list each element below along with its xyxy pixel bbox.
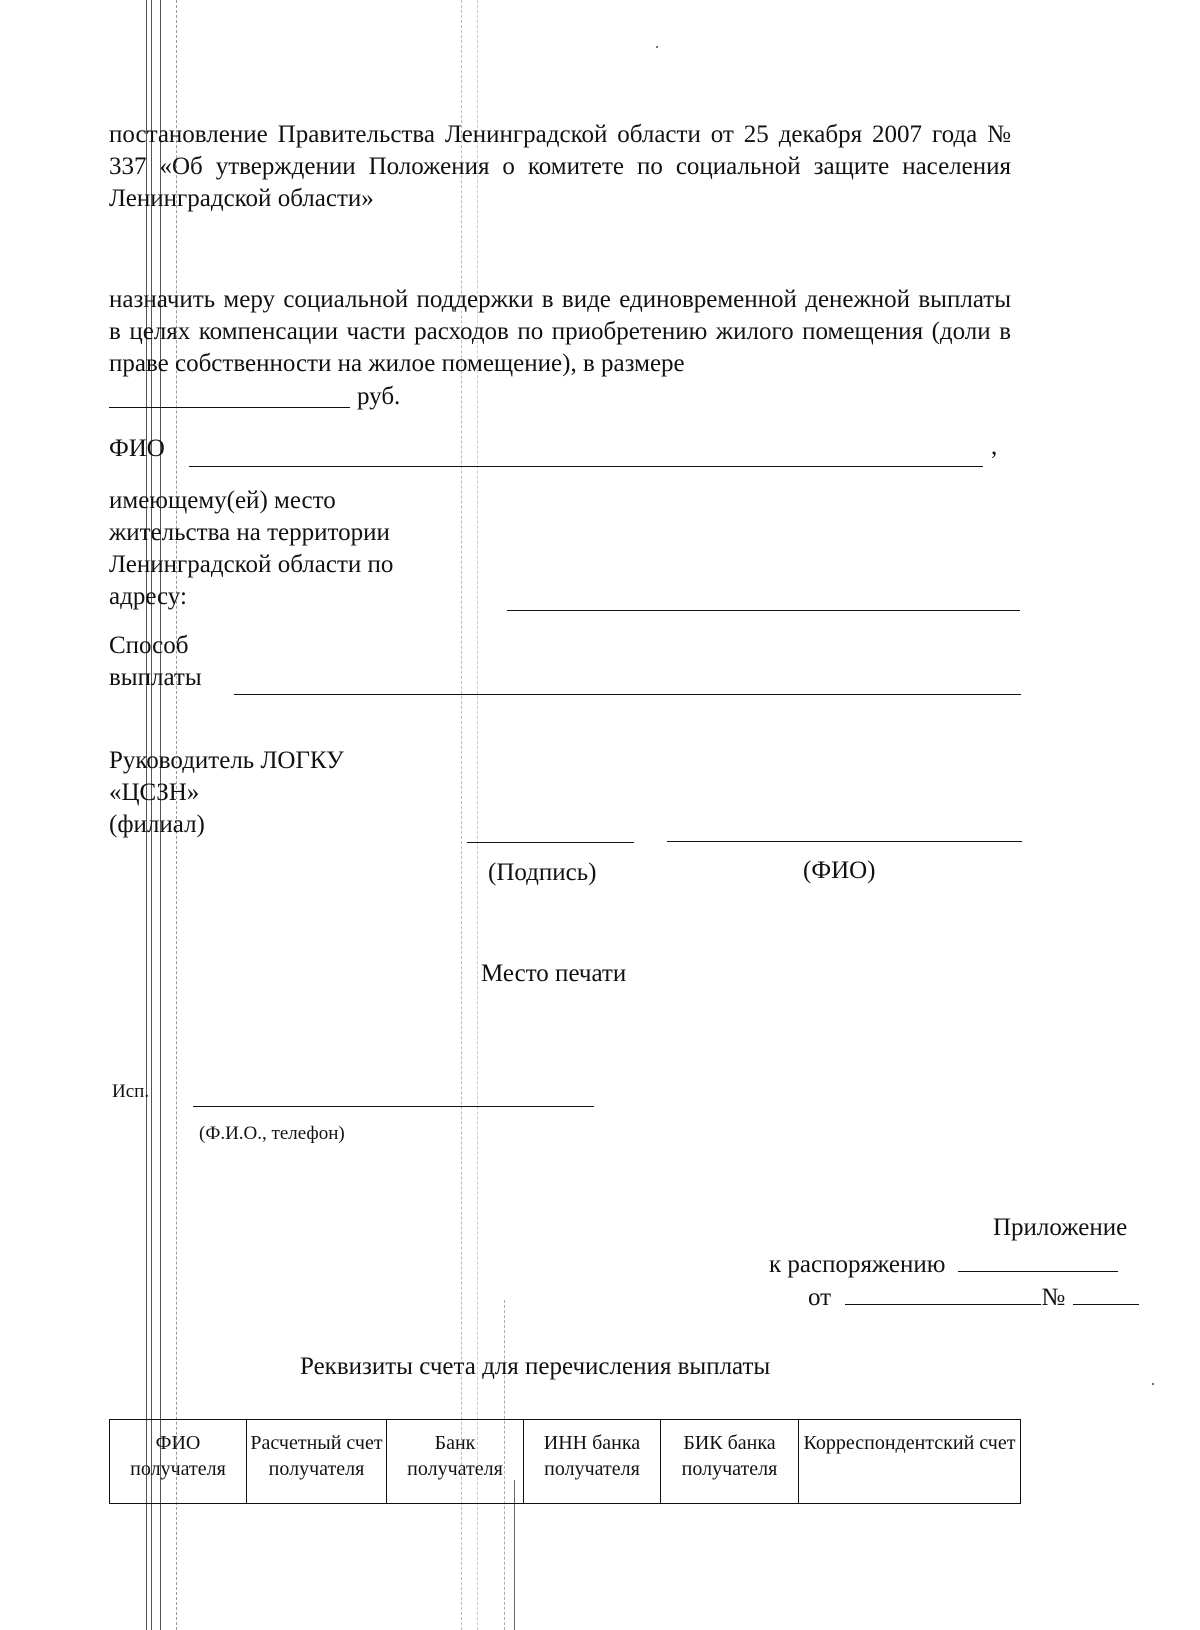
- executor-caption: (Ф.И.О., телефон): [199, 1123, 345, 1144]
- amount-blank-line[interactable]: [109, 407, 350, 408]
- column-header-bank-bik: БИК банка получателя: [661, 1420, 799, 1504]
- signature-blank-line[interactable]: [467, 842, 634, 843]
- address-label-line: адресу:: [109, 583, 187, 610]
- address-label-line: Ленинградской области по: [109, 551, 394, 578]
- head-title-line: (филиал): [109, 811, 205, 838]
- address-label-line: жительства на территории: [109, 519, 390, 546]
- table-header-row: [110, 1420, 1021, 1504]
- number-sign: №: [1041, 1284, 1066, 1311]
- fio-comma: ,: [991, 433, 998, 460]
- appendix-order-label: к распоряжению: [769, 1251, 946, 1278]
- appendix-from-label: от: [808, 1284, 832, 1311]
- address-blank-line[interactable]: [507, 610, 1020, 611]
- appendix-title: Приложение: [993, 1214, 1128, 1241]
- scan-speck: [1152, 1383, 1154, 1385]
- column-header-correspondent-account: Корреспондентский счет: [799, 1420, 1021, 1504]
- scan-speck: [656, 46, 658, 48]
- address-label-line: имеющему(ей) место: [109, 487, 336, 514]
- fio-label: ФИО: [109, 435, 165, 462]
- head-title-line: Руководитель ЛОГКУ: [109, 747, 344, 774]
- column-header-settlement-account: Расчетный счет получателя: [247, 1420, 387, 1504]
- scan-artifact-line: [461, 0, 462, 1630]
- fio-blank-line[interactable]: [189, 466, 983, 467]
- executor-label: Исп.: [112, 1081, 150, 1102]
- stamp-place-label: Место печати: [481, 960, 627, 987]
- signature-caption: (Подпись): [488, 859, 597, 886]
- payment-method-blank-line[interactable]: [234, 694, 1021, 695]
- name-caption: (ФИО): [803, 857, 876, 884]
- column-header-recipient-bank: Банк получателя: [387, 1420, 524, 1504]
- order-num-blank[interactable]: [1073, 1280, 1139, 1305]
- payment-method-label: [109, 630, 202, 694]
- name-blank-line[interactable]: [667, 841, 1022, 842]
- order-number-blank[interactable]: [958, 1247, 1118, 1272]
- head-title-line: «ЦСЗН»: [109, 779, 200, 806]
- decision-paragraph: назначить меру социальной поддержки в виде единовременной денежной выплаты в целях компенсации части расходов по приобретению жилого помещения (доли в праве собственности на жилое помещение), в размере: [109, 286, 1011, 377]
- account-details-heading: Реквизиты счета для перечисления выплаты: [300, 1353, 771, 1380]
- payment-method-line: выплаты: [109, 664, 202, 691]
- address-label: [109, 485, 469, 613]
- appendix-order-row: [769, 1247, 1118, 1281]
- scan-artifact-line: [477, 0, 478, 1630]
- column-header-recipient-name: ФИО получателя: [110, 1420, 247, 1504]
- account-details-table: [109, 1419, 1021, 1504]
- order-date-blank[interactable]: [845, 1280, 1041, 1305]
- head-title: [109, 745, 344, 841]
- amount-unit: руб.: [357, 383, 401, 410]
- payment-method-line: Способ: [109, 632, 189, 659]
- column-header-bank-inn: ИНН банка получателя: [524, 1420, 661, 1504]
- appendix-date-row: [808, 1280, 1139, 1314]
- basis-paragraph: постановление Правительства Ленинградской области от 25 декабря 2007 года № 337 «Об утверждении Положения о комитете по социальной защите населения Ленинградской области»: [109, 121, 1011, 212]
- executor-blank-line[interactable]: [193, 1106, 594, 1107]
